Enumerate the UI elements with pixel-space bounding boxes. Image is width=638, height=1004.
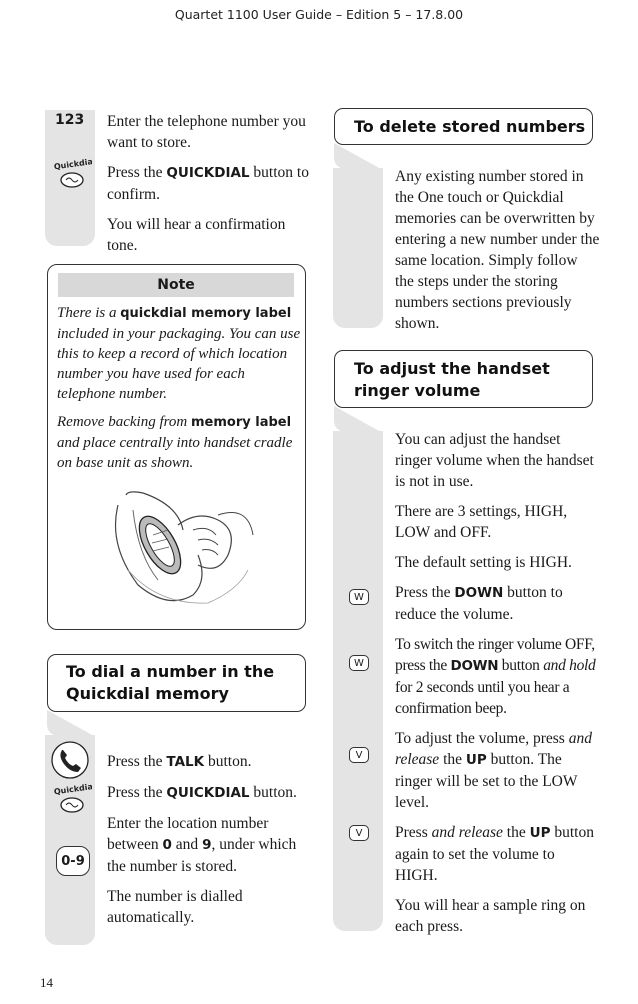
talk-button-icon <box>50 740 90 780</box>
down-button-icon-2: W <box>349 655 369 671</box>
delete-strip <box>333 168 383 328</box>
store-step-2: Press the QUICKDIAL button to confirm. <box>107 164 309 203</box>
page-header: Quartet 1100 User Guide – Edition 5 – 17.8.00 <box>174 7 464 22</box>
note-paragraph-2: Remove backing from memory label and place centrally into handset cradle on base unit as shown. <box>57 414 293 471</box>
note-title: Note <box>58 273 294 297</box>
note-paragraph-1: There is a quickdial memory label included in your packaging. You can use this to keep a record of which location number you have used for each telephone number. <box>57 305 301 402</box>
adjust-p8: You will hear a sample ring on each press. <box>395 897 586 935</box>
adjust-p5: To switch the ringer volume OFF, press the DOWN button and hold for 2 seconds until you hear a confirmation beep. <box>395 636 596 717</box>
delete-paragraph: Any existing number stored in the One touch or Quickdial memories can be overwritten by entering a new number under the same location. Simply follow the steps under the storing numbers sections previously shown. <box>395 168 600 332</box>
note-box <box>47 264 306 630</box>
up-button-icon: V <box>349 747 369 763</box>
keypad-0-9-icon: 0-9 <box>56 846 90 876</box>
dial-quickdial-heading: To dial a number in the Quickdial memory <box>47 654 306 712</box>
adjust-p4: Press the DOWN button to reduce the volume. <box>395 584 563 623</box>
adjust-p6: To adjust the volume, press and release the UP button. The ringer will be set to the LOW level. <box>395 730 592 811</box>
adjust-p1: You can adjust the handset ringer volume when the handset is not in use. <box>395 431 594 490</box>
page-number: 14 <box>40 975 53 990</box>
adjust-ringer-heading: To adjust the handset ringer volume <box>334 350 593 408</box>
note-text <box>57 303 302 473</box>
dial-step-3: Enter the location number between 0 and 9, under which the number is stored. <box>107 815 297 875</box>
dial-steps-text <box>107 751 312 937</box>
dial-step-4: The number is dialled automatically. <box>107 888 243 926</box>
store-step-3: You will hear a confirmation tone. <box>107 216 286 254</box>
up-button-icon-2: V <box>349 825 369 841</box>
keypad-123-label: 123 <box>55 112 85 128</box>
delete-stored-heading: To delete stored numbers <box>334 108 593 145</box>
adjust-p7: Press and release the UP button again to set the volume to HIGH. <box>395 824 594 884</box>
down-button-icon: W <box>349 589 369 605</box>
store-step-1: Enter the telephone number you want to store. <box>107 113 306 151</box>
quickdial-button-icon <box>52 158 92 192</box>
handset-cradle-illustration <box>98 485 258 615</box>
dial-step-2: Press the QUICKDIAL button. <box>107 784 297 801</box>
adjust-p2: There are 3 settings, HIGH, LOW and OFF. <box>395 503 568 541</box>
dial-step-1: Press the TALK button. <box>107 753 252 770</box>
adjust-text <box>395 429 600 946</box>
quickdial-button-icon-2 <box>52 783 92 817</box>
store-steps-text <box>107 111 312 265</box>
adjust-p3: The default setting is HIGH. <box>395 554 572 571</box>
svg-text:Quickdial: Quickdial <box>53 783 92 797</box>
delete-text <box>395 166 600 334</box>
adjust-strip <box>333 431 383 931</box>
svg-text:Quickdial: Quickdial <box>53 158 92 172</box>
